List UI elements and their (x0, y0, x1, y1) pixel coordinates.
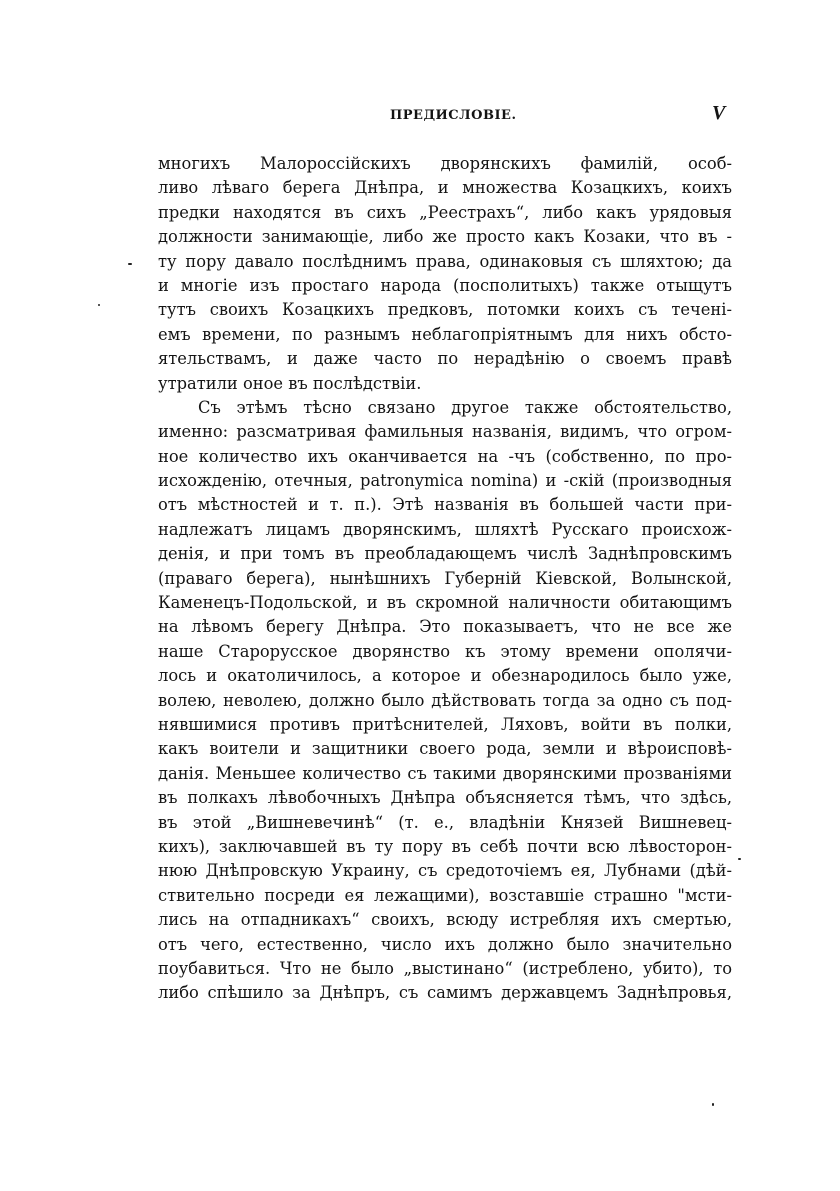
scan-speck (98, 304, 100, 306)
text-line: ятельствамъ, и даже часто по нерадѣнію о своемъ правѣ (158, 349, 732, 369)
text-line: кихъ), заключавшей въ ту пору въ себѣ почти всю лѣвосторон- (158, 836, 732, 856)
text-line: емъ времени, по разнымъ неблагопріятнымъ для нихъ обсто- (158, 324, 732, 344)
text-line: лось и окатоличилось, а которое и обезнародилось было уже, (158, 666, 732, 686)
text-line: именно: разсматривая фамильныя названія, видимъ, что огром- (158, 422, 732, 442)
text-line: на лѣвомъ берегу Днѣпра. Это показываетъ, что не все же (158, 617, 732, 637)
text-line: Каменецъ-Подольской, и въ скромной наличности обитающимъ (158, 593, 732, 613)
text-line: ствительно посреди ея лежащими), возставшіе страшно "мсти- (158, 885, 732, 905)
text-line: данія. Меньшее количество съ такими дворянскими прозваніями (158, 763, 732, 783)
text-line: многихъ Малороссійскихъ дворянскихъ фамилій, особ- (158, 154, 732, 173)
text-line: либо спѣшило за Днѣпръ, съ самимъ державцемъ Заднѣпровья, (158, 983, 732, 1003)
text-line: ливо лѣваго берега Днѣпра, и множества Козацкихъ, коихъ (158, 178, 732, 198)
scan-speck (712, 1103, 714, 1106)
text-line: отъ мѣстностей и т. п.). Этѣ названія въ большей части при- (158, 495, 732, 515)
text-line: надлежатъ лицамъ дворянскимъ, шляхтѣ Русскаго происхож- (158, 519, 732, 539)
page-number: V (712, 102, 726, 124)
text-line: ту пору давало послѣднимъ права, одинаковыя съ шляхтою; да (158, 251, 732, 271)
text-line: въ полкахъ лѣвобочныхъ Днѣпра объясняется тѣмъ, что здѣсь, (158, 788, 732, 808)
text-line: волею, неволею, должно было дѣйствовать тогда за одно съ под- (158, 690, 732, 710)
text-line: наше Старорусское дворянство къ этому времени ополячи- (158, 641, 732, 661)
text-line: лись на отпадникахъ“ своихъ, всюду истребляя ихъ смертью, (158, 910, 732, 930)
body-text (158, 152, 732, 1006)
text-line: исхожденію, отечныя, patronymica nomina) и -скій (производныя (158, 471, 732, 491)
text-line: въ этой „Вишневечинѣ“ (т. е., владѣніи Князей Вишневец- (158, 812, 732, 832)
text-line: ное количество ихъ оканчивается на -чъ (собственно, по про- (158, 446, 732, 466)
text-line: предки находятся въ сихъ „Реестрахъ“, либо какъ урядовыя (158, 202, 732, 222)
text-line: и многіе изъ простаго народа (посполитыхъ) также отыщутъ (158, 275, 732, 295)
scan-speck (738, 858, 741, 860)
text-line: (праваго берега), нынѣшнихъ Губерній Кіевской, Волынской, (158, 568, 732, 588)
text-line: нявшимися противъ притѣснителей, Ляховъ, войти въ полки, (158, 714, 732, 734)
scan-speck (128, 263, 132, 265)
text-line: тутъ своихъ Козацкихъ предковъ, потомки коихъ съ течені- (158, 300, 732, 320)
text-line: денія, и при томъ въ преобладающемъ числѣ Заднѣпровскимъ (158, 544, 732, 564)
text-line: поубавиться. Что не было „выстинано“ (истреблено, убито), то (158, 958, 732, 978)
paragraph-start-line: Съ этѣмъ тѣсно связано другое также обстоятельство, (198, 397, 732, 417)
text-line: утратили оное въ послѣдствіи. (158, 373, 422, 393)
text-line: должности занимающіе, либо же просто какъ Козаки, что въ - (158, 227, 732, 247)
text-line: какъ воители и защитники своего рода, земли и вѣроисповѣ- (158, 739, 732, 759)
text-line: нюю Днѣпровскую Украину, съ средоточіемъ ея, Лубнами (дѣй- (158, 861, 732, 881)
text-line: отъ чего, естественно, число ихъ должно было значительно (158, 934, 732, 954)
running-head: ПРЕДИСЛОВІЕ. (390, 108, 517, 123)
